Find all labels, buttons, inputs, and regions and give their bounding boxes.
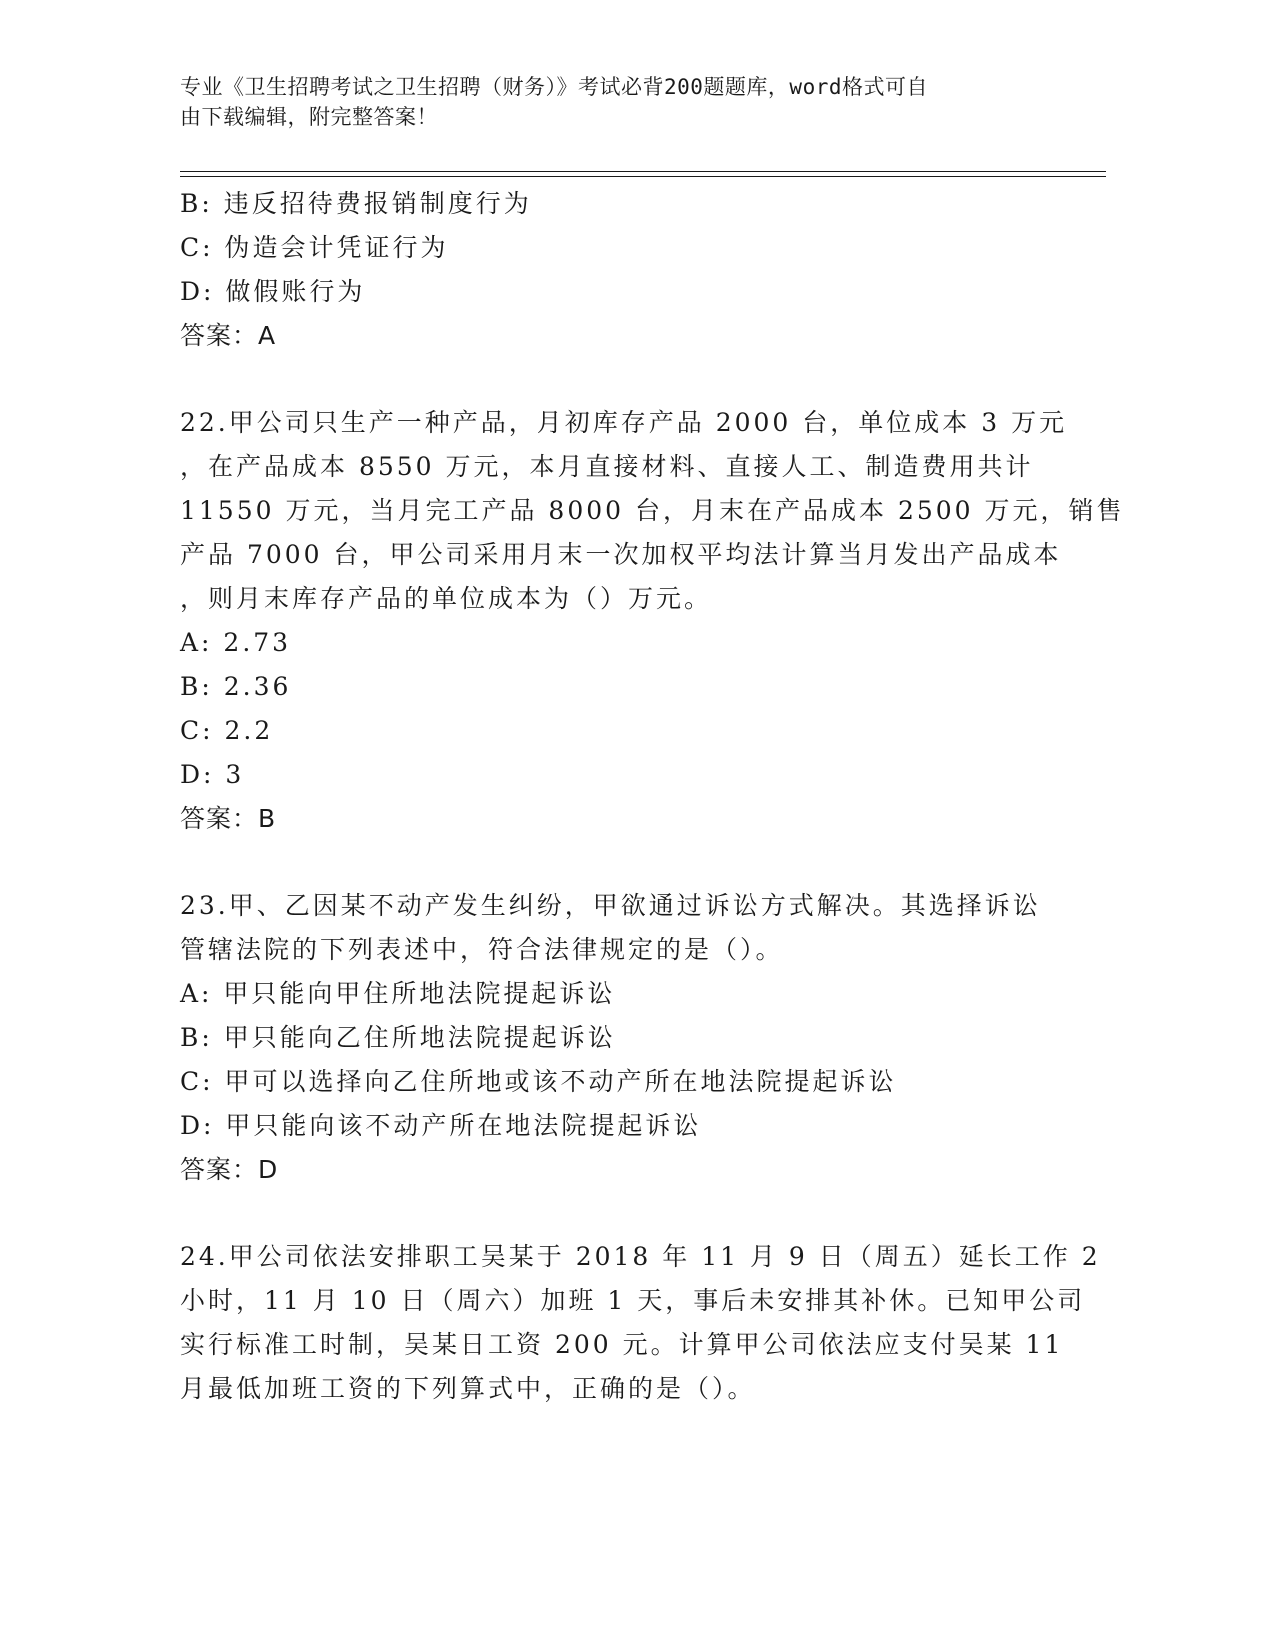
question-text-line: 22.甲公司只生产一种产品，月初库存产品 2000 台，单位成本 3 万元 [180, 408, 1068, 437]
document-header [180, 72, 1040, 132]
header-line-1: 专业《卫生招聘考试之卫生招聘（财务）》考试必背200题题库，word格式可自 [180, 75, 928, 99]
question-text-line: 11550 万元，当月完工产品 8000 台，月末在产品成本 2500 万元，销售 [180, 496, 1125, 525]
answer-line: 答案：A [180, 321, 277, 350]
header-divider-bottom [180, 176, 1106, 177]
answer-line: 答案：B [180, 804, 277, 833]
question-text-line: 产品 7000 台，甲公司采用月末一次加权平均法计算当月发出产品成本 [180, 540, 1062, 569]
option-b: B: 2.36 [180, 672, 292, 701]
question-text-line: 小时，11 月 10 日（周六）加班 1 天，事后未安排其补休。已知甲公司 [180, 1286, 1086, 1315]
option-c: C: 伪造会计凭证行为 [180, 233, 449, 262]
spacer [180, 841, 1050, 884]
option-b: B: 甲只能向乙住所地法院提起诉讼 [180, 1023, 616, 1052]
question-text-line: ，在产品成本 8550 万元，本月直接材料、直接人工、制造费用共计 [180, 452, 1034, 481]
header-divider-top [180, 171, 1106, 172]
spacer [180, 358, 1050, 401]
question-22 [180, 401, 1125, 841]
question-23 [180, 884, 1050, 1192]
question-text-line: 月最低加班工资的下列算式中，正确的是（）。 [180, 1374, 756, 1403]
question-text-line: 实行标准工时制，吴某日工资 200 元。计算甲公司依法应支付吴某 11 [180, 1330, 1064, 1359]
option-c: C: 甲可以选择向乙住所地或该不动产所在地法院提起诉讼 [180, 1067, 897, 1096]
option-b: B: 违反招待费报销制度行为 [180, 189, 532, 218]
option-d: D: 甲只能向该不动产所在地法院提起诉讼 [180, 1111, 702, 1140]
question-text-line: 管辖法院的下列表述中，符合法律规定的是（）。 [180, 935, 784, 964]
question-24 [180, 1235, 1101, 1411]
question-block-previous [180, 182, 1050, 358]
question-text-line: 24.甲公司依法安排职工吴某于 2018 年 11 月 9 日（周五）延长工作 2 [180, 1242, 1101, 1271]
option-d: D: 3 [180, 760, 245, 789]
spacer [180, 1192, 1050, 1235]
option-c: C: 2.2 [180, 716, 274, 745]
option-d: D: 做假账行为 [180, 277, 366, 306]
answer-line: 答案：D [180, 1155, 279, 1184]
document-body [180, 182, 1125, 1411]
option-a: A: 甲只能向甲住所地法院提起诉讼 [180, 979, 616, 1008]
header-line-2: 由下载编辑，附完整答案！ [180, 105, 438, 129]
question-text-line: ，则月末库存产品的单位成本为（）万元。 [180, 584, 713, 613]
question-text-line: 23.甲、乙因某不动产发生纠纷，甲欲通过诉讼方式解决。其选择诉讼 [180, 891, 1041, 920]
option-a: A: 2.73 [180, 628, 292, 657]
